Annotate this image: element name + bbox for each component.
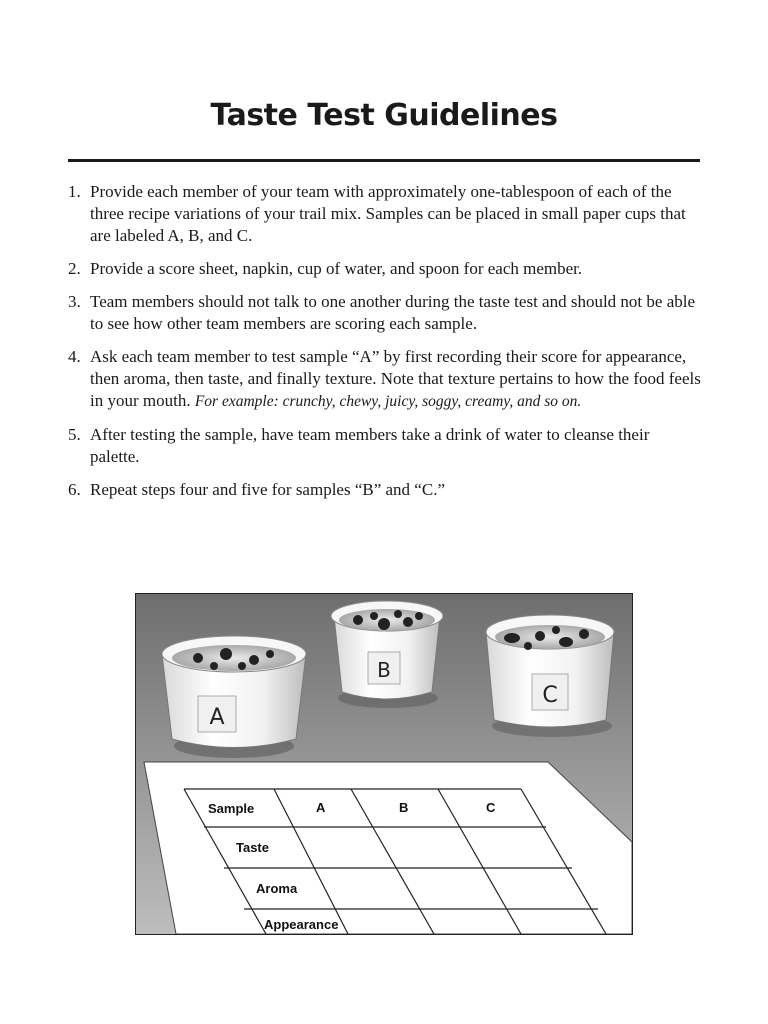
sheet-header-label: B: [399, 800, 409, 815]
cup-a: [162, 636, 306, 758]
step-text: Repeat steps four and five for samples “B” and “C.”: [90, 480, 445, 499]
cup-c: [486, 615, 614, 737]
sheet-row-label: Appearance: [264, 917, 339, 932]
sheet-header-label: C: [486, 800, 496, 815]
step-text: Ask each team member to test sample “A” by first recording their score for appearance, then aroma, then taste, and finally texture. Note that texture pertains to how the food feels in your mouth.: [90, 347, 701, 410]
list-item: [68, 346, 702, 413]
step-number: 3.: [68, 292, 81, 311]
cup-label: A: [209, 705, 225, 730]
step-number: 6.: [68, 480, 81, 499]
step-text: Team members should not talk to one another during the taste test and should not be able to see how other team members are scoring each sample.: [90, 292, 696, 333]
list-item: [68, 258, 702, 280]
sheet-row-label: Aroma: [256, 881, 298, 896]
sheet-header-label: A: [316, 800, 326, 815]
score-sheet: [144, 762, 632, 934]
step-text: Provide each member of your team with approximately one-tablespoon of each of the three recipe variations of your trail mix. Samples can be placed in small paper cups that are labeled A, B, and C.: [90, 182, 686, 245]
step-text: Provide a score sheet, napkin, cup of water, and spoon for each member.: [90, 259, 583, 278]
step-number: 5.: [68, 425, 81, 444]
step-number: 4.: [68, 347, 81, 366]
guidelines-list: [68, 181, 702, 512]
cup-label: B: [377, 658, 391, 682]
cup-b: [331, 601, 443, 708]
step-number: 2.: [68, 259, 81, 278]
sheet-header-label: Sample: [208, 801, 255, 816]
list-item: [68, 291, 702, 335]
page-title: Taste Test Guidelines: [210, 98, 558, 133]
cup-label: C: [542, 683, 558, 708]
list-item: [68, 181, 702, 247]
step-text: After testing the sample, have team members take a drink of water to cleanse their palette.: [90, 425, 650, 466]
list-item: [68, 479, 702, 501]
sheet-row-label: Taste: [236, 840, 269, 855]
step-number: 1.: [68, 182, 81, 201]
list-item: [68, 424, 702, 468]
title-divider: [68, 159, 700, 162]
step-example: For example: crunchy, chewy, juicy, soggy, creamy, and so on.: [194, 393, 582, 410]
taste-test-illustration: [135, 593, 633, 935]
